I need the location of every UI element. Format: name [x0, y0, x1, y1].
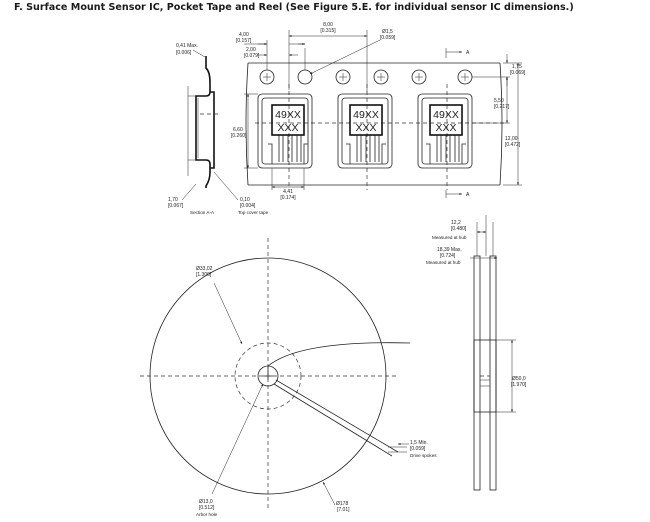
- figure-title: F. Surface Mount Sensor IC, Pocket Tape and Reel (See Figure 5.E. for individual sensor IC dimensions.): [14, 2, 574, 13]
- pocket-3: [418, 94, 472, 168]
- pocket-2: [338, 94, 392, 168]
- drive-slot-dim-in: [0.059]: [410, 446, 426, 452]
- width-dim-in: [0.472]: [505, 142, 521, 148]
- package-marking-top: 49XX: [353, 109, 379, 121]
- pitch-dim-in: [0.315]: [320, 28, 336, 34]
- pitch-dim: 8,00: [323, 22, 333, 28]
- section-label: Section A-A: [190, 210, 215, 215]
- width-dim: 12,00: [505, 136, 518, 142]
- package-marking-bottom: XXX: [277, 122, 299, 134]
- sprocket-pitch-dim-in: [0.157]: [236, 38, 252, 44]
- hub-width2-label: Measured at hub: [426, 260, 461, 265]
- package-marking-bottom: XXX: [435, 122, 457, 134]
- centerline-dim-in: [0.217]: [494, 104, 510, 110]
- hub-width1-dim: 12,2: [451, 220, 461, 226]
- edge-dim-in: [0.069]: [510, 70, 526, 76]
- section-depth-dim-in: [0.067]: [168, 203, 184, 209]
- hub-bore-dim: Ø33,02: [196, 266, 213, 272]
- pocket-length-dim-in: [0.260]: [231, 133, 247, 139]
- hub-bore-dim-in: [1.300]: [196, 272, 212, 278]
- arbor-dim: Ø13,0: [199, 499, 213, 505]
- sprocket-holes: [260, 70, 472, 84]
- offset-dim: 2,00: [246, 47, 256, 53]
- arbor-dim-in: [0.512]: [199, 505, 215, 511]
- section-marker-top: A: [466, 50, 470, 56]
- reel-front-view: [140, 238, 437, 517]
- sprocket-pitch-dim: 4,00: [239, 32, 249, 38]
- cover-thickness-dim-in: [0.004]: [240, 203, 256, 209]
- package-marking-bottom: XXX: [355, 122, 377, 134]
- hub-width2-dim-in: [0.724]: [440, 253, 456, 259]
- section-a-a-view: [168, 43, 269, 215]
- hub-width1-label: Measured at hub: [432, 235, 467, 240]
- pocket-width-dim-in: [0.174]: [280, 195, 296, 201]
- cover-thickness-dim: 0,10: [240, 197, 250, 203]
- pocket-width-dim: 4,41: [283, 189, 293, 195]
- hub-dia-dim: Ø50,0: [512, 376, 526, 382]
- hole-dia-dim-in: [0.059]: [380, 35, 396, 41]
- outer-dia-dim-in: [7.01]: [337, 507, 350, 513]
- package-marking-top: 49XX: [433, 109, 459, 121]
- hub-width1-dim-in: [0.480]: [451, 226, 467, 232]
- pocket-1: [258, 94, 312, 168]
- hub-dia-dim-in: [1.970]: [511, 382, 527, 388]
- centerline-dim: 5,50: [494, 98, 504, 104]
- section-max-dim-in: [0.006]: [176, 50, 192, 56]
- arbor-label: Arbor hole: [196, 512, 218, 517]
- offset-dim-in: [0.079]: [244, 53, 260, 59]
- tape-top-view: [231, 22, 526, 201]
- hub-width2-dim: 18,39 Max.: [437, 247, 462, 253]
- cover-tape-label: Top cover tape: [238, 210, 269, 215]
- pocket-length-dim: 6,60: [233, 127, 243, 133]
- hole-dia-dim: Ø1,5: [382, 29, 393, 35]
- package-marking-top: 49XX: [275, 109, 301, 121]
- reel-side-view: [426, 215, 527, 490]
- drive-spokes-label: Drive spokes: [410, 453, 437, 458]
- section-marker-bottom: A: [466, 192, 470, 198]
- outer-dia-dim: Ø178: [336, 501, 349, 507]
- section-max-dim: 0,41 Max.: [176, 43, 198, 49]
- edge-dim: 1,75: [512, 64, 522, 70]
- section-depth-dim: 1,70: [168, 197, 178, 203]
- drive-slot-dim: 1,5 Min.: [410, 440, 428, 446]
